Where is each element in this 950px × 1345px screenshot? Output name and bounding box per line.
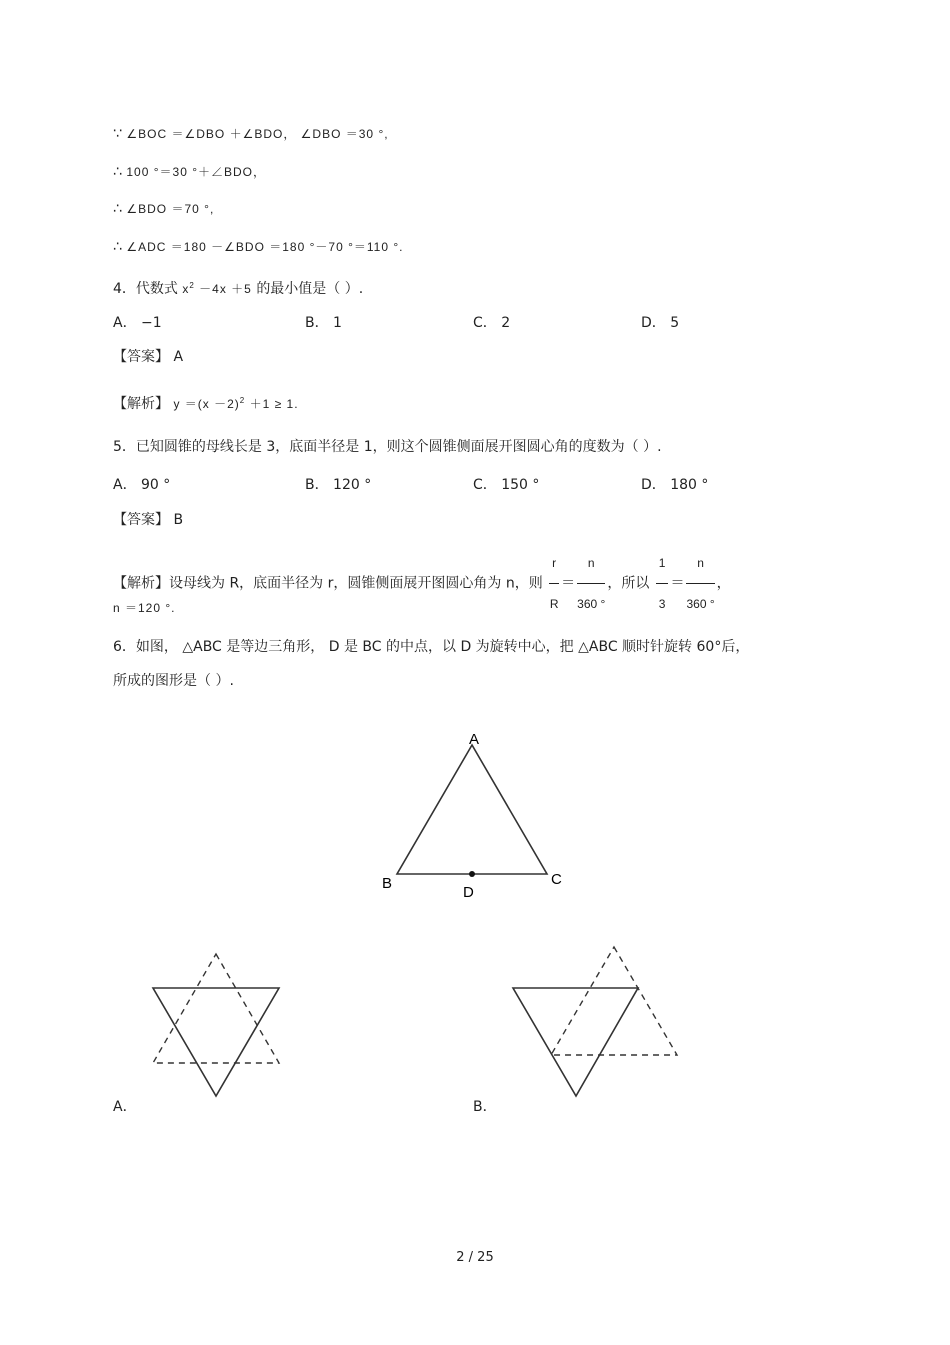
analysis-part: ＋1 ≥ 1.: [249, 397, 299, 411]
analysis-part: ，: [716, 575, 731, 592]
page-number: 2 / 25: [456, 1250, 494, 1265]
label-c: C: [551, 871, 562, 888]
dashed-triangle: [551, 947, 677, 1055]
q6-stem-line-2: 所成的图形是（ ）.: [113, 673, 234, 689]
fraction-denominator: 360 °: [577, 597, 606, 611]
therefore-symbol: ∴: [113, 201, 122, 217]
label-a: A: [469, 731, 480, 748]
q4-option-c: C． 2: [473, 315, 511, 331]
q6-option-b-label: B．: [473, 1099, 497, 1115]
q5-result: n ＝120 °.: [113, 601, 176, 615]
derivation-math: ∠BOC ＝∠DBO ＋∠BDO， ∠DBO ＝30 °,: [126, 127, 389, 141]
q4-stem-suffix: 的最小值是（ ）.: [256, 281, 364, 297]
q6-stem-line-1: 6．如图， △ABC 是等边三角形， D 是 BC 的中点，以 D 为旋转中心，把 △ABC 顺时针旋转 60°后，: [113, 639, 750, 655]
derivation-math: 100 °＝30 °＋∠BDO，: [126, 165, 267, 179]
label-d: D: [463, 884, 474, 901]
option-a-figure: [153, 954, 279, 1096]
analysis-part: y ＝(x －2): [173, 397, 240, 411]
equals-sign: ＝: [561, 575, 576, 592]
answer-value: B: [173, 512, 184, 528]
analysis-part: ，所以: [607, 575, 650, 592]
analysis-label: 【解析】: [113, 575, 169, 592]
q5-option-a: A． 90 °: [113, 477, 171, 493]
fraction-denominator: R: [549, 597, 559, 611]
label-b: B: [382, 875, 393, 892]
solid-triangle: [153, 988, 279, 1096]
q4-expr-exp: 2: [189, 281, 195, 290]
because-symbol: ∵: [113, 126, 122, 142]
fraction-numerator: n: [686, 545, 714, 584]
fraction-numerator: n: [577, 545, 605, 584]
q5-option-d: D． 180 °: [641, 477, 709, 493]
triangle-abc: [397, 745, 547, 874]
option-b-figure: [513, 947, 677, 1096]
q4-stem-prefix: 4．代数式: [113, 281, 178, 297]
therefore-symbol: ∴: [113, 164, 122, 180]
derivation-math: ∠ADC ＝180 －∠BDO ＝180 °－70 °＝110 °.: [126, 240, 404, 254]
solid-triangle: [513, 988, 638, 1096]
q4-option-a: A． −1: [113, 315, 162, 331]
q4-option-d: D． 5: [641, 315, 680, 331]
triangle-abc-figure: [382, 731, 562, 901]
q4-expr-base: x: [182, 282, 190, 296]
analysis-label: 【解析】: [113, 396, 169, 412]
therefore-symbol: ∴: [113, 239, 122, 255]
derivation-math: ∠BDO ＝70 °,: [126, 202, 215, 216]
q6-option-a-label: A．: [113, 1099, 137, 1115]
q5-stem: 5．已知圆锥的母线长是 3，底面半径是 1，则这个圆锥侧面展开图圆心角的度数为（ ）.: [113, 439, 662, 455]
fraction-numerator: r: [549, 545, 559, 584]
q4-option-b: B． 1: [305, 315, 342, 331]
equals-sign: ＝: [670, 575, 685, 592]
fraction-numerator: 1: [656, 545, 669, 584]
point-d: [469, 871, 475, 877]
analysis-part: 设母线为 R，底面半径为 r，圆锥侧面展开图圆心角为 n，则: [169, 575, 543, 592]
dashed-triangle: [153, 954, 279, 1063]
answer-value: A: [173, 349, 184, 365]
fraction-denominator: 3: [658, 597, 666, 611]
analysis-exp: 2: [239, 396, 246, 405]
answer-label: 【答案】: [113, 512, 169, 528]
fraction-denominator: 360 °: [686, 597, 715, 611]
q5-option-b: B． 120 °: [305, 477, 372, 493]
answer-label: 【答案】: [113, 349, 169, 365]
q5-option-c: C． 150 °: [473, 477, 540, 493]
q4-expr-rest: －4x ＋5: [199, 282, 252, 296]
